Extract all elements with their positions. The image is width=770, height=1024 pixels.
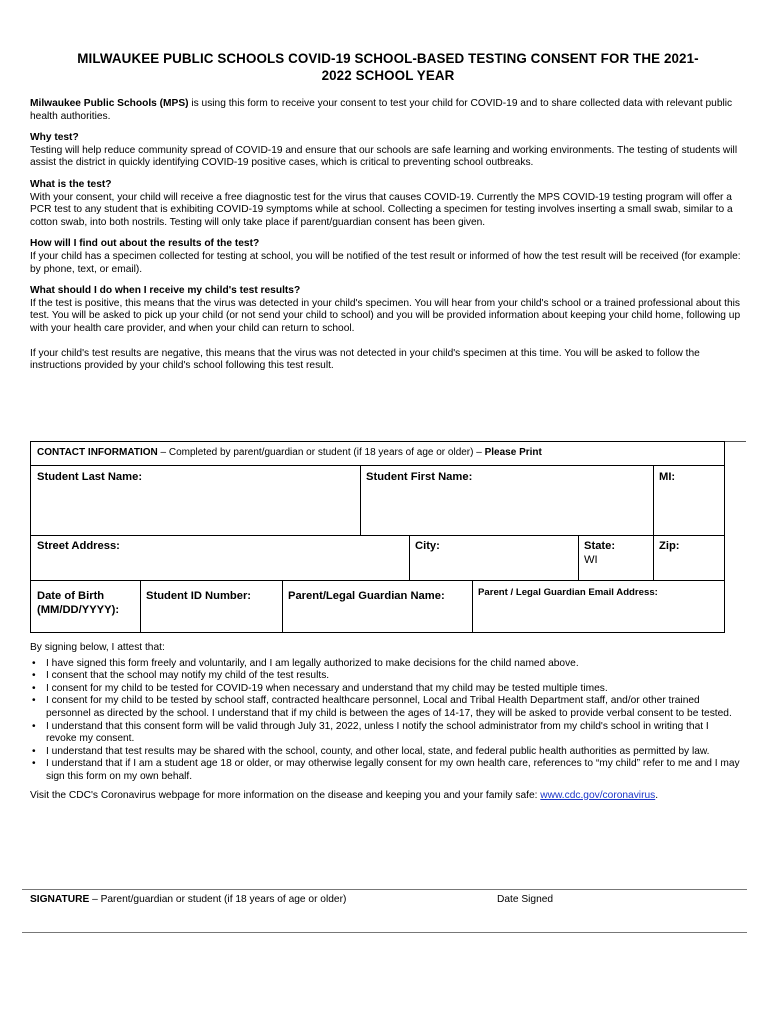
guardian-name-field[interactable] bbox=[282, 580, 472, 632]
attest-intro: By signing below, I attest that: bbox=[30, 642, 165, 653]
section-results bbox=[30, 238, 746, 276]
title-line-1: MILWAUKEE PUBLIC SCHOOLS COVID-19 SCHOOL-BASED TESTING CONSENT FOR THE 2021- bbox=[77, 51, 699, 66]
city-field[interactable] bbox=[409, 535, 578, 580]
contact-info-header bbox=[30, 441, 725, 465]
list-item: • I understand that this consent form will be valid through July 31, 2022, unless I notify the school administrator from my child's school in writing that I revoke my consent. bbox=[46, 721, 740, 746]
zip-field[interactable] bbox=[653, 535, 724, 580]
field-label: Parent/Legal Guardian Name: bbox=[288, 590, 445, 602]
contact-note: – Completed by parent/guardian or student (if 18 years of age or older) – bbox=[157, 447, 485, 458]
org-name: Milwaukee Public Schools (MPS) bbox=[30, 98, 189, 109]
section-what-to-do bbox=[30, 285, 746, 335]
section-why-test bbox=[30, 132, 746, 170]
section-heading: What should I do when I receive my child's test results? bbox=[30, 285, 301, 297]
field-label: City: bbox=[415, 540, 440, 552]
field-label: State: bbox=[584, 540, 616, 552]
intro-paragraph bbox=[30, 98, 746, 123]
section-heading: What is the test? bbox=[30, 178, 112, 190]
student-first-name-field[interactable] bbox=[360, 466, 653, 535]
field-label: Zip: bbox=[659, 540, 680, 552]
guardian-email-field[interactable] bbox=[472, 580, 724, 632]
section-body: Testing will help reduce community spread of COVID-19 and ensure that our schools are safe learning and working environments. The testing of students will assist the district in quickly identifying COVID-19 positive cases, which is critical to preventing school outbreaks. bbox=[30, 144, 738, 169]
visit-text: Visit the CDC's Coronavirus webpage for more information on the disease and keeping you and your family safe: bbox=[30, 789, 541, 801]
field-label: Student ID Number: bbox=[146, 590, 252, 602]
student-last-name-field[interactable] bbox=[31, 466, 360, 535]
document-body bbox=[30, 50, 746, 373]
signature-label: SIGNATURE bbox=[30, 894, 90, 905]
section-heading: How will I find out about the results of the test? bbox=[30, 238, 260, 250]
street-address-field[interactable] bbox=[31, 535, 409, 580]
cdc-visit-paragraph bbox=[30, 790, 740, 803]
middle-initial-field[interactable] bbox=[653, 466, 724, 535]
attestation-section bbox=[30, 642, 740, 802]
list-item: • I consent for my child to be tested for COVID-19 when necessary and understand that my child may be tested multiple times. bbox=[46, 683, 740, 696]
list-item: • I have signed this form freely and voluntarily, and I am legally authorized to make decisions for the child named above. bbox=[46, 658, 740, 671]
list-item: • I understand that if I am a student age 18 or older, or may otherwise legally consent for my own health care, references to “my child” refer to me and I may sign this form on my own behalf. bbox=[46, 758, 740, 783]
divider bbox=[22, 932, 747, 933]
field-label: Parent / Legal Guardian Email Address: bbox=[478, 587, 658, 598]
list-item: • I understand that test results may be shared with the school, county, and other local, state, and federal public health authorities as permitted by law. bbox=[46, 746, 740, 759]
list-item: • I consent that the school may notify my child of the test results. bbox=[46, 670, 740, 683]
section-body: If the test is positive, this means that the virus was detected in your child's specimen. You will hear from your child's school or a trained professional about this test. You will be asked to pick up your child (or not send your child to school) and you will be provided information about keeping your child home, following up with your health care provider, and when your child can return to school. bbox=[30, 297, 741, 334]
section-body: If your child has a specimen collected for testing at school, you will be notified of the test result or informed of how the test result will be received (for example: by phone, text, or email). bbox=[30, 250, 741, 275]
visit-end: . bbox=[655, 789, 659, 801]
field-label: (MM/DD/YYYY): bbox=[37, 604, 120, 616]
field-label: MI: bbox=[659, 471, 676, 483]
field-label: Student First Name: bbox=[366, 471, 473, 483]
field-label: Street Address: bbox=[37, 540, 120, 552]
intro-text: is using this form to receive your consent to test your child for COVID-19 and to share collected data with relevant public health authorities. bbox=[30, 98, 733, 122]
please-print: Please Print bbox=[484, 447, 542, 458]
title-line-2: 2022 SCHOOL YEAR bbox=[321, 68, 455, 83]
section-heading: Why test? bbox=[30, 132, 79, 144]
cdc-link[interactable]: www.cdc.gov/coronavirus bbox=[540, 789, 656, 801]
contact-form-grid bbox=[30, 465, 725, 633]
signature-note: – Parent/guardian or student (if 18 years of age or older) bbox=[89, 894, 347, 905]
field-label: Date of Birth bbox=[37, 590, 105, 602]
date-label: Date Signed bbox=[497, 894, 554, 905]
list-item: • I consent for my child to be tested by school staff, contracted healthcare personnel, Local and Tribal Health Department staff, and/or other trained personnel as directed by the school. I understand that if my child is between the ages of 14-17, they will be asked to provide verbal consent to be tested. bbox=[46, 695, 740, 720]
state-field[interactable] bbox=[578, 535, 653, 580]
negative-results-paragraph: If your child's test results are negative, this means that the virus was not detected in your child's specimen at this time. You will be asked to follow the instructions provided by your child's school following this test result. bbox=[30, 347, 700, 372]
section-what-test bbox=[30, 179, 746, 229]
attestation-list bbox=[30, 658, 740, 784]
student-id-field[interactable] bbox=[140, 580, 282, 632]
divider bbox=[22, 889, 747, 890]
signature-field[interactable] bbox=[30, 894, 346, 907]
section-body: With your consent, your child will receive a free diagnostic test for the virus that causes COVID-19. Currently the MPS COVID-19 testing program will offer a PCR test to any student that is exhibiting COVID-19 symptoms while at school. Collecting a specimen for testing involves inserting a small swab, similar to a cotton swab, into both nostrils. Testing will only take place if parent/guardian consent has been given. bbox=[30, 191, 733, 228]
state-value: WI bbox=[584, 554, 598, 566]
contact-label: CONTACT INFORMATION bbox=[37, 447, 158, 458]
date-of-birth-field[interactable] bbox=[31, 580, 140, 632]
page-title bbox=[30, 50, 746, 84]
date-signed-field[interactable] bbox=[497, 894, 553, 907]
field-label: Student Last Name: bbox=[37, 471, 143, 483]
